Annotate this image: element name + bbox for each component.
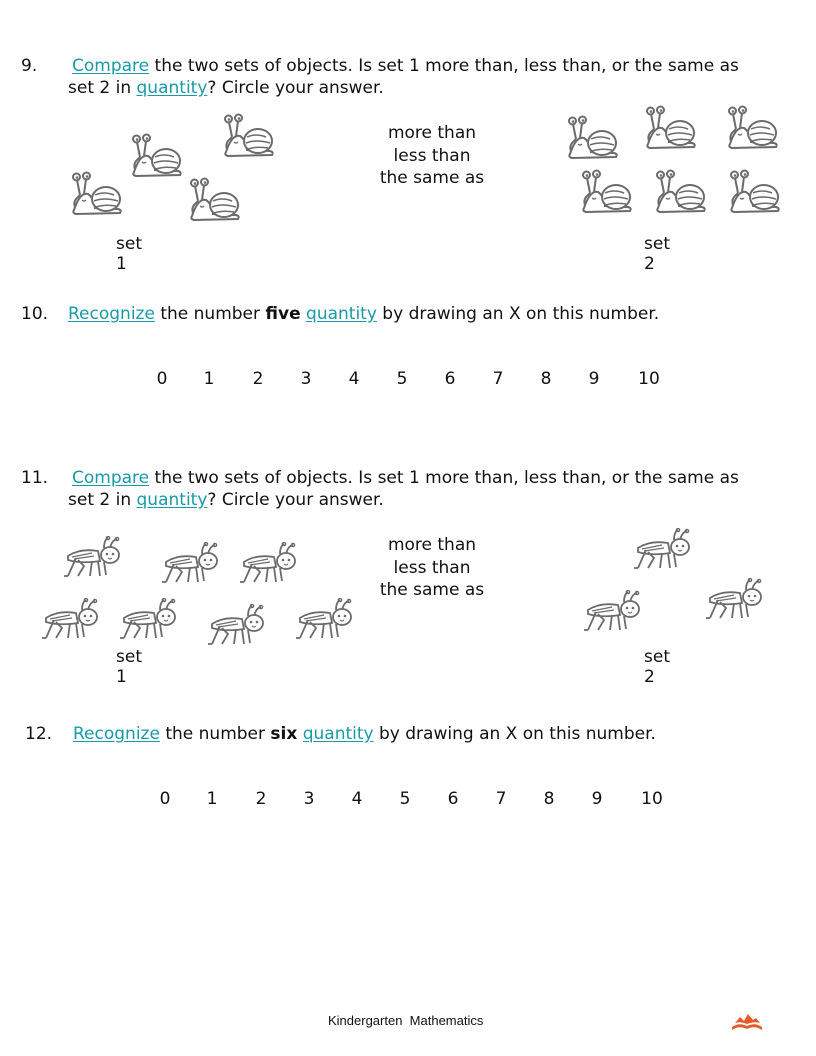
grasshopper-icon [238, 542, 298, 584]
keyword-link-compare[interactable]: Compare [72, 468, 150, 488]
question-text: ? Circle your answer. [207, 490, 384, 510]
keyword-link-quantity[interactable]: quantity [302, 724, 374, 744]
number-5[interactable]: 5 [396, 369, 408, 389]
number-4[interactable]: 4 [348, 369, 360, 389]
number-1[interactable]: 1 [203, 369, 215, 389]
choice-same-as[interactable]: the same as [379, 580, 485, 600]
number-10[interactable]: 10 [638, 369, 660, 389]
number-3[interactable]: 3 [300, 369, 312, 389]
number-6[interactable]: 6 [447, 789, 459, 809]
number-7[interactable]: 7 [492, 369, 504, 389]
set-1-label: set 1 [116, 647, 142, 687]
keyword-link-quantity[interactable]: quantity [136, 78, 208, 98]
keyword-link-compare[interactable]: Compare [72, 56, 150, 76]
question-line-1 [72, 467, 739, 489]
set-2-label: set 2 [644, 234, 670, 274]
question-number: 12. [25, 724, 53, 744]
keyword-link-recognize[interactable]: Recognize [68, 304, 155, 324]
question-line-1 [72, 55, 739, 77]
number-1[interactable]: 1 [206, 789, 218, 809]
answer-choices [362, 122, 502, 190]
number-7[interactable]: 7 [495, 789, 507, 809]
number-2[interactable]: 2 [255, 789, 267, 809]
bold-number-word: five [265, 304, 301, 324]
choice-more-than[interactable]: more than [387, 535, 477, 555]
number-6[interactable]: 6 [444, 369, 456, 389]
number-9[interactable]: 9 [588, 369, 600, 389]
book-logo-icon [730, 1010, 764, 1032]
snail-icon [220, 110, 276, 160]
keyword-link-recognize[interactable]: Recognize [73, 724, 160, 744]
number-9[interactable]: 9 [591, 789, 603, 809]
question-number: 9. [21, 56, 38, 76]
choice-same-as[interactable]: the same as [379, 168, 485, 188]
question-line-1 [73, 723, 656, 745]
snail-icon [564, 112, 620, 162]
question-text: set 2 in [68, 490, 137, 510]
grasshopper-icon [582, 590, 642, 632]
grasshopper-icon [294, 598, 354, 640]
number-3[interactable]: 3 [303, 789, 315, 809]
number-5[interactable]: 5 [399, 789, 411, 809]
grasshopper-icon [206, 604, 266, 646]
grasshopper-icon [62, 536, 122, 578]
choice-less-than[interactable]: less than [393, 145, 471, 166]
set-2-label: set 2 [644, 647, 670, 687]
snail-icon [724, 102, 780, 152]
keyword-link-quantity[interactable]: quantity [136, 490, 208, 510]
question-text: the two sets of objects. Is set 1 more than, less than, or the same as [149, 56, 739, 76]
grasshopper-icon [160, 542, 220, 584]
question-text: set 2 in [68, 78, 137, 98]
keyword-link-quantity[interactable]: quantity [306, 304, 377, 324]
number-8[interactable]: 8 [543, 789, 555, 809]
question-line-2 [68, 489, 384, 511]
question-text: ? Circle your answer. [207, 78, 384, 98]
grasshopper-icon [118, 598, 178, 640]
bold-number-word: six [270, 724, 298, 744]
grasshopper-icon [632, 528, 692, 570]
question-line-2 [68, 77, 384, 99]
set-1-label: set 1 [116, 234, 142, 274]
number-row [0, 369, 816, 393]
snail-icon [652, 166, 708, 216]
snail-icon [726, 166, 782, 216]
number-8[interactable]: 8 [540, 369, 552, 389]
grasshopper-icon [704, 578, 764, 620]
number-row [0, 789, 816, 813]
question-text: by drawing an X on this number. [376, 304, 660, 324]
snail-icon [578, 166, 634, 216]
number-4[interactable]: 4 [351, 789, 363, 809]
snail-icon [128, 130, 184, 180]
footer-text: Kindergarten Mathematics [328, 1013, 484, 1028]
question-text: the two sets of objects. Is set 1 more than, less than, or the same as [149, 468, 739, 488]
question-number: 11. [21, 468, 49, 488]
question-line-1 [68, 303, 659, 325]
question-text: the number [154, 304, 266, 324]
choice-less-than[interactable]: less than [393, 557, 471, 578]
snail-icon [642, 102, 698, 152]
number-10[interactable]: 10 [641, 789, 663, 809]
snail-icon [186, 174, 242, 224]
question-text: the number [159, 724, 271, 744]
question-text: by drawing an X on this number. [373, 724, 656, 744]
number-0[interactable]: 0 [156, 369, 168, 389]
snail-icon [68, 168, 124, 218]
answer-choices [362, 534, 502, 602]
number-0[interactable]: 0 [159, 789, 171, 809]
number-2[interactable]: 2 [252, 369, 264, 389]
choice-more-than[interactable]: more than [387, 123, 477, 143]
grasshopper-icon [40, 598, 100, 640]
question-number: 10. [21, 304, 49, 324]
